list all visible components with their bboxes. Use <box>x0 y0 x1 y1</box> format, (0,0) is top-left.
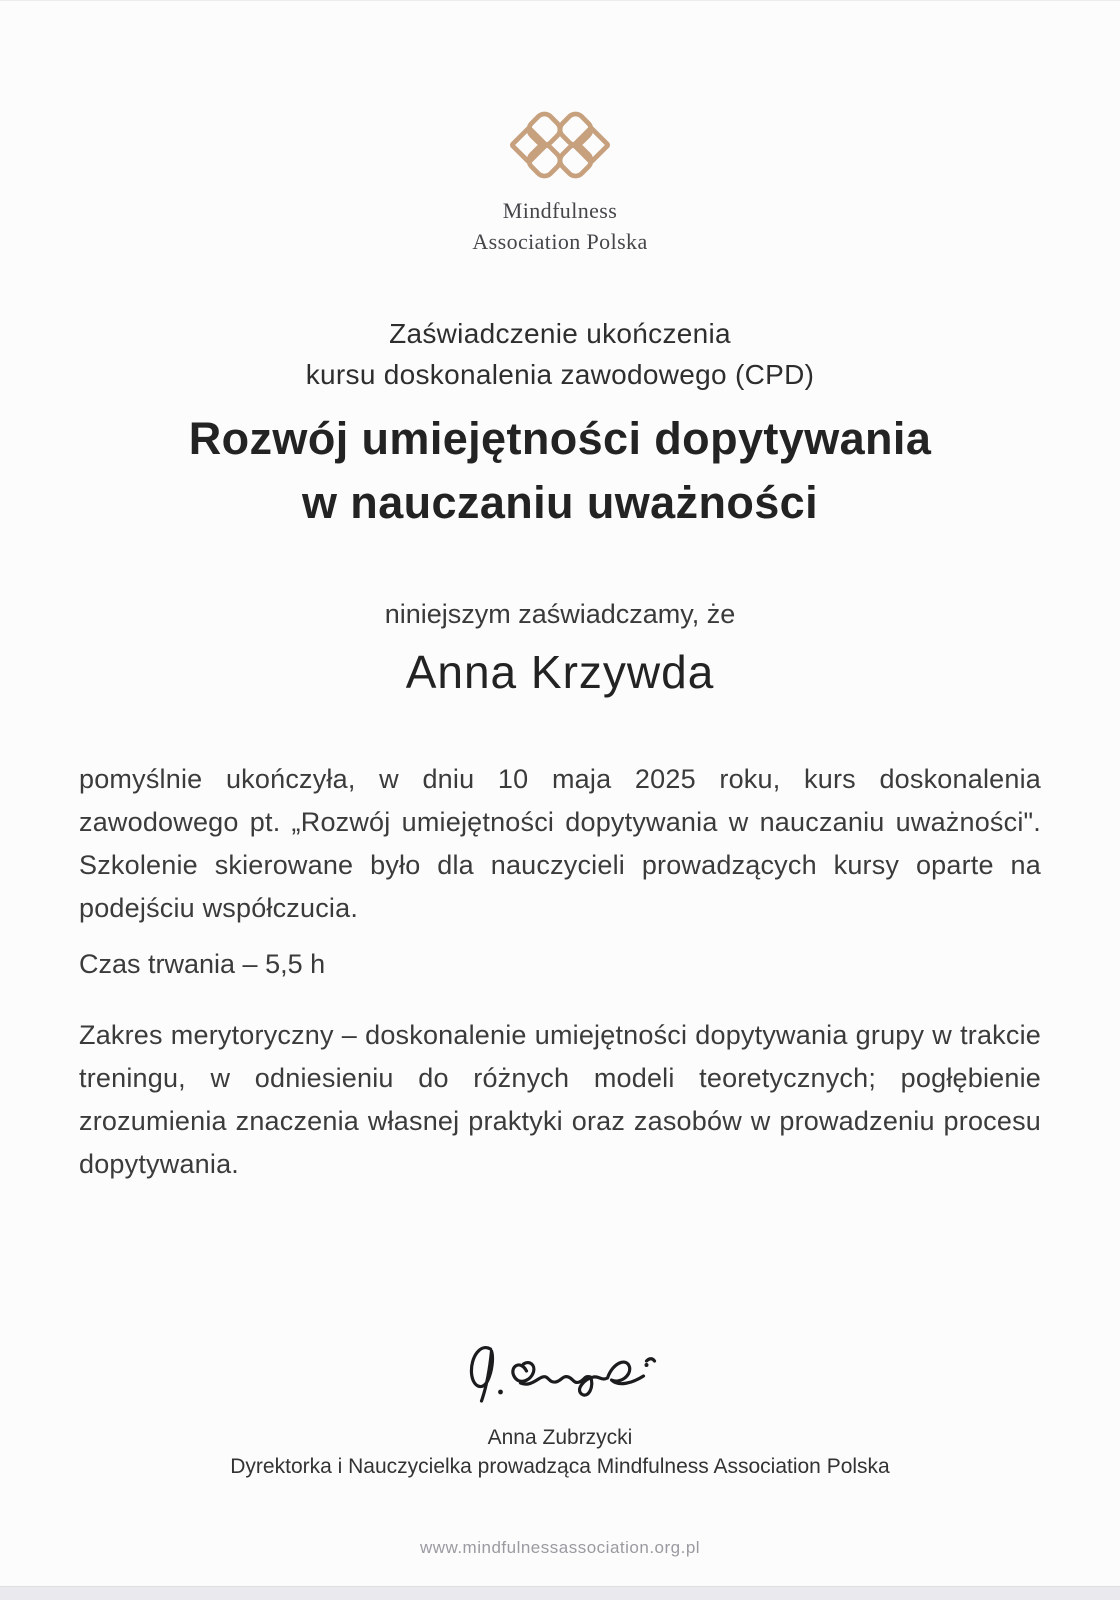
page-bottom-strip <box>0 1586 1120 1600</box>
signature-block <box>0 1331 1120 1480</box>
signer-title: Dyrektorka i Nauczycielka prowadząca Mindfulness Association Polska <box>230 1455 890 1478</box>
endless-knot-icon <box>506 101 614 189</box>
handwritten-signature <box>458 1331 663 1411</box>
scope-paragraph: Zakres merytoryczny – doskonalenie umiejętności dopytywania grupy w trakcie treningu, w odniesieniu do różnych modeli teoretycznych; pogłębienie zrozumienia znaczenia własnej praktyki oraz zasobów w prowadzeniu procesu dopytywania. <box>79 1020 1041 1179</box>
organization-name-line2: Association Polska <box>472 229 648 254</box>
signer-name: Anna Zubrzycki <box>487 1426 633 1449</box>
course-title-line2: w nauczaniu uważności <box>302 477 818 528</box>
duration-line: Czas trwania – 5,5 h <box>79 949 326 979</box>
logo-block <box>0 1 1120 257</box>
recipient-name: Anna Krzywda <box>405 646 715 698</box>
attestation-line: niniejszym zaświadczamy, że <box>384 599 736 629</box>
certificate-subtitle-line2: kursu doskonalenia zawodowego (CPD) <box>305 359 815 390</box>
course-title-line1: Rozwój umiejętności dopytywania <box>188 413 932 464</box>
completion-paragraph: pomyślnie ukończyła, w dniu 10 maja 2025 roku, kurs doskonalenia zawodowego pt. „Rozwój umiejętności dopytywania w nauczaniu uważności". Szkolenie skierowane było dla nauczycieli prowadzących kursy oparte na podejściu współczucia. <box>79 764 1041 923</box>
website-url: www.mindfulnessassociation.org.pl <box>419 1538 701 1557</box>
certificate-subtitle-line1: Zaświadczenie ukończenia <box>389 318 731 349</box>
certificate-body <box>79 758 1041 1186</box>
course-title <box>0 407 1120 535</box>
organization-name <box>0 195 1120 257</box>
certificate-subtitle <box>0 313 1120 395</box>
organization-name-line1: Mindfulness <box>502 198 618 223</box>
